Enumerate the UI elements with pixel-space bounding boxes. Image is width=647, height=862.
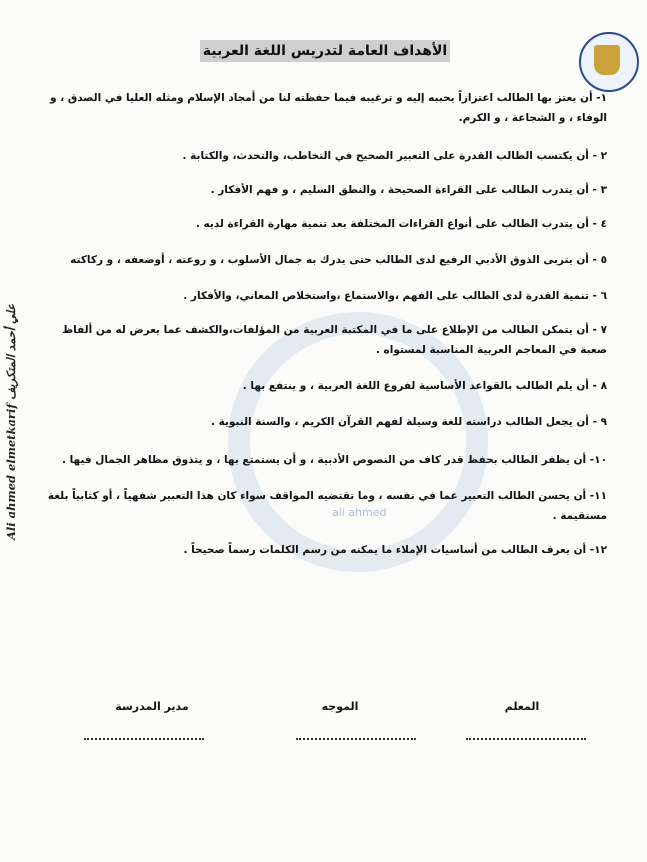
signature-line-teacher: [466, 738, 586, 740]
signature-line-principal: [84, 738, 204, 740]
author-side-text: Ali ahmed elmetkarif علي أحمد المتكريف: [4, 303, 18, 540]
objective-item-6: ٦ - تنمية القدرة لدى الطالب على الفهم ،والاستماع ،واستخلاص المعاني، والأفكار .: [183, 290, 607, 302]
signature-teacher-label: المعلم: [504, 700, 540, 713]
objective-item-3: ٣ - أن يتدرب الطالب على القراءة الصحيحة ، والنطق السليم ، و فهم الأفكار .: [210, 184, 607, 196]
signature-supervisor-label: الموجه: [321, 700, 359, 713]
objective-item-5: ٥ - أن يتربى الذوق الأدبي الرفيع لدى الطالب حتى يدرك به جمال الأسلوب ، و روعته ، أوضعفه ، و ركاكته: [70, 254, 607, 266]
objective-item-7: ٧ - أن يتمكن الطالب من الإطلاع على ما في المكتبة العربية من المؤلفات،والكشف عما يعرض له من ألفاظ صعبة في المعاجم العربية المناسبة لمستواه .: [62, 324, 607, 356]
objective-item-9: ٩ - أن يجعل الطالب دراسته للغة وسيلة لفهم القرآن الكريم ، والسنة النبوية .: [210, 416, 607, 428]
signature-principal-label: مدير المدرسة: [115, 700, 189, 713]
signature-line-supervisor: [296, 738, 416, 740]
objective-item-4: ٤ - أن يتدرب الطالب على أنواع القراءات المختلفة بعد تنمية مهارة القراءة لديه .: [195, 218, 607, 230]
objective-item-10: ١٠- أن يظفر الطالب بحفظ قدر كاف من النصوص الأدبية ، و أن يستمتع بها ، و يتذوق مظاهر الجمال فيها .: [61, 454, 607, 466]
objective-item-11: ١١- أن يحسن الطالب التعبير عما في نفسه ، وما تقتضيه المواقف سواء كان هذا التعبير شفهياً ، أو كتابياً بلغة مستقيمة .: [47, 490, 607, 522]
page-title: الأهداف العامة لتدريس اللغة العربية: [200, 40, 450, 62]
school-logo-icon: [579, 32, 639, 92]
objective-item-1: ١- أن يعتز بها الطالب اعتزازاً يحببه إليه و ترغيبه فيما حفظته لنا من أمجاد الإسلام ومثله العليا في الصدق ، و الوفاء ، و الشجاعة ، و الكرم.: [50, 92, 607, 124]
watermark-text: ali ahmed: [332, 506, 387, 519]
objective-item-12: ١٢- أن يعرف الطالب من أساسيات الإملاء ما يمكنه من رسم الكلمات رسماً صحيحاً .: [183, 544, 607, 556]
objective-item-2: ٢ - أن يكتسب الطالب القدرة على التعبير الصحيح في التخاطب، والتحدث، والكتابة .: [182, 150, 607, 162]
objective-item-8: ٨ - أن يلم الطالب بالقواعد الأساسية لفروع اللغة العربية ، و ينتفع بها .: [242, 380, 607, 392]
